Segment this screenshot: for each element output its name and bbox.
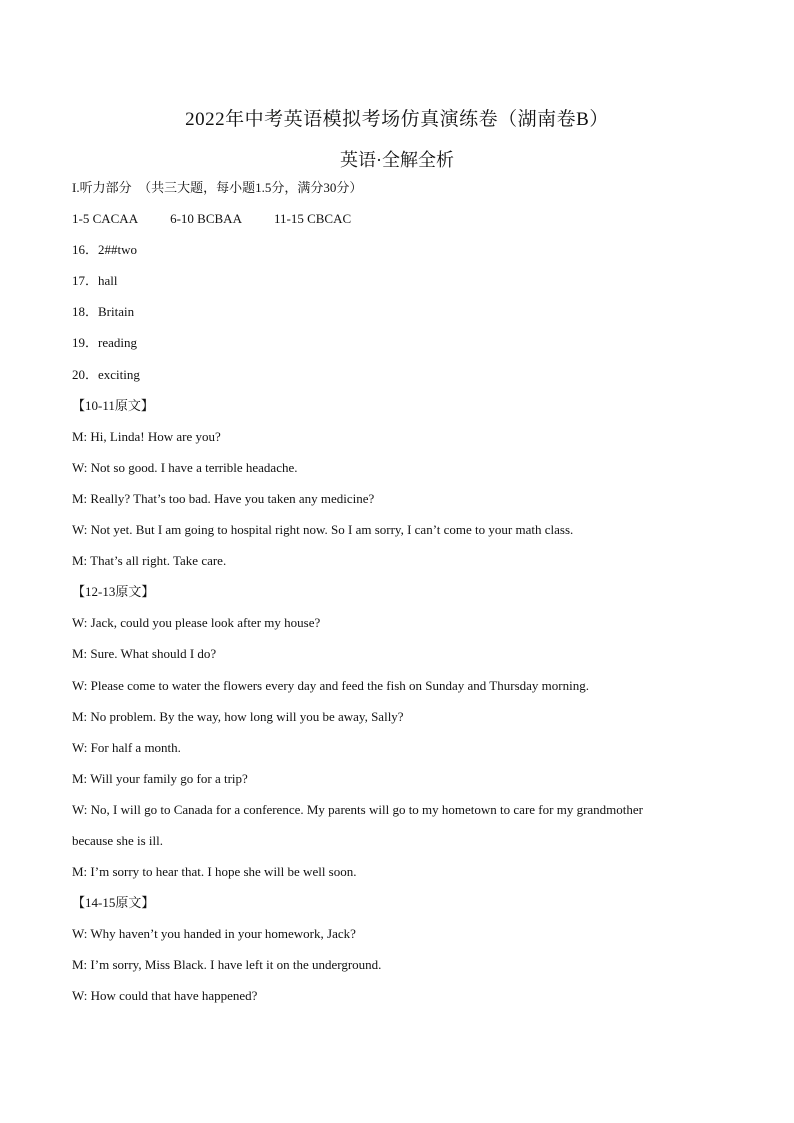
fill-answer: 20．exciting [72, 366, 140, 382]
fill-answer: 19．reading [72, 335, 137, 351]
answer-key-row [72, 211, 732, 242]
answer-group: 11-15 CBCAC [273, 211, 352, 227]
answer-group: 1-5 CACAA [72, 211, 139, 227]
transcript-line: M: That’s all right. Take care. [72, 553, 227, 569]
transcript-line: W: No, I will go to Canada for a conference. My parents will go to my hometown to care for my grandmother [72, 801, 643, 817]
transcript-line: W: Please come to water the flowers every day and feed the fish on Sunday and Thursday morning. [72, 677, 589, 693]
answer-group: 6-10 BCBAA [170, 211, 242, 227]
transcript-heading: 【12-13原文】 [72, 584, 155, 600]
transcript-line: because she is ill. [72, 832, 163, 848]
document-subtitle: 英语·全解全析 [340, 150, 454, 170]
transcript-line: M: Sure. What should I do? [72, 646, 217, 662]
transcript-line: M: I’m sorry, Miss Black. I have left it on the underground. [72, 957, 382, 973]
transcript-line: M: I’m sorry to hear that. I hope she will be well soon. [72, 864, 357, 880]
fill-answer: 16．2##two [72, 242, 138, 258]
transcript-line: W: Jack, could you please look after my house? [72, 615, 321, 631]
transcript-line: W: Why haven’t you handed in your homework, Jack? [72, 926, 356, 942]
transcript-line: W: For half a month. [72, 739, 181, 755]
document-body [72, 180, 732, 1020]
transcript-line: W: How could that have happened? [72, 988, 258, 1004]
transcript-heading: 【10-11原文】 [72, 397, 154, 413]
transcript-line: W: Not yet. But I am going to hospital right now. So I am sorry, I can’t come to your math class. [72, 522, 574, 538]
transcript-heading: 【14-15原文】 [72, 895, 155, 911]
section-heading: I.听力部分 （共三大题，每小题1.5分，满分30分） [72, 180, 363, 195]
document-title: 2022年中考英语模拟考场仿真演练卷（湖南卷B） [185, 109, 609, 130]
fill-answer: 17．hall [72, 273, 118, 289]
transcript-line: M: Will your family go for a trip? [72, 770, 248, 786]
fill-answer: 18．Britain [72, 304, 135, 320]
transcript-line: M: Really? That’s too bad. Have you taken any medicine? [72, 490, 375, 506]
transcript-line: M: Hi, Linda! How are you? [72, 428, 221, 444]
transcript-line: W: Not so good. I have a terrible headache. [72, 459, 298, 475]
transcript-line: M: No problem. By the way, how long will you be away, Sally? [72, 708, 404, 724]
